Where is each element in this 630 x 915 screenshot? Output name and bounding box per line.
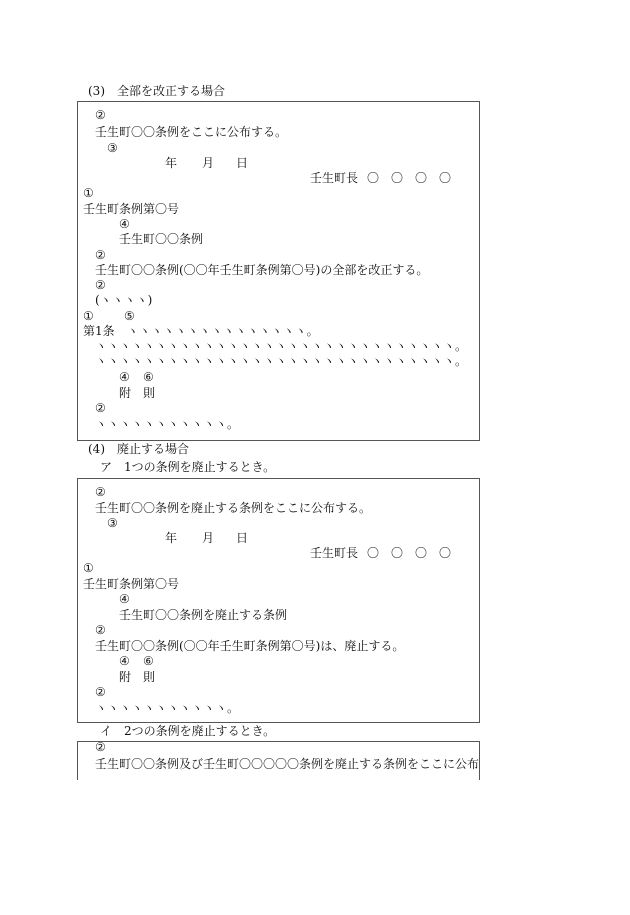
name-placeholder: 〇 bbox=[367, 171, 380, 185]
name-placeholder: 〇 bbox=[415, 546, 428, 560]
marker: ① bbox=[83, 186, 94, 200]
supplementary-text: ヽヽヽヽヽヽヽヽヽヽヽ。 bbox=[95, 701, 240, 715]
marker: ③ bbox=[107, 516, 118, 530]
supplementary-text: ヽヽヽヽヽヽヽヽヽヽヽ。 bbox=[95, 417, 240, 431]
marker: ⑥ bbox=[143, 370, 154, 384]
marker: ③ bbox=[107, 141, 118, 155]
supplementary-heading: 附 則 bbox=[119, 670, 156, 684]
name-placeholder: 〇 bbox=[367, 546, 380, 560]
article-text-line: ヽヽヽヽヽヽヽヽヽヽヽヽヽヽヽヽヽヽヽヽヽヽヽヽヽヽヽヽヽヽ。 bbox=[95, 339, 468, 353]
mayor-label: 壬生町長 bbox=[310, 171, 359, 185]
subsection-a-heading: ア 1つの条例を廃止するとき。 bbox=[100, 460, 276, 474]
promulgation-text: 壬生町〇〇条例をここに公布する。 bbox=[95, 125, 288, 139]
marker: ④ bbox=[119, 654, 130, 668]
name-placeholder: 〇 bbox=[439, 546, 452, 560]
marker: ② bbox=[95, 740, 106, 754]
name-placeholder: 〇 bbox=[391, 171, 404, 185]
page-bottom-mask bbox=[70, 780, 490, 915]
marker: ④ bbox=[119, 592, 130, 606]
marker: ② bbox=[95, 278, 106, 292]
date-day: 日 bbox=[236, 156, 249, 170]
marker: ⑥ bbox=[143, 654, 154, 668]
marker: ② bbox=[95, 401, 106, 415]
promulgation-text: 壬生町〇〇条例及び壬生町〇〇〇〇〇条例を廃止する条例をここに公布 bbox=[95, 757, 480, 771]
marker: ① bbox=[83, 309, 94, 323]
name-placeholder: 〇 bbox=[391, 546, 404, 560]
article-caption: (ヽヽヽヽ) bbox=[95, 293, 153, 307]
name-placeholder: 〇 bbox=[415, 171, 428, 185]
section-4-heading: (4) 廃止する場合 bbox=[88, 442, 189, 456]
marker: ① bbox=[83, 561, 94, 575]
marker: ② bbox=[95, 623, 106, 637]
subsection-b-heading: イ 2つの条例を廃止するとき。 bbox=[100, 724, 276, 738]
marker: ② bbox=[95, 485, 106, 499]
name-placeholder: 〇 bbox=[439, 171, 452, 185]
ordinance-number: 壬生町条例第〇号 bbox=[83, 577, 180, 591]
marker: ② bbox=[95, 685, 106, 699]
marker: ② bbox=[95, 248, 106, 262]
marker: ⑤ bbox=[124, 309, 135, 323]
mayor-label: 壬生町長 bbox=[310, 546, 359, 560]
marker: ④ bbox=[119, 217, 130, 231]
ordinance-title: 壬生町〇〇条例を廃止する条例 bbox=[119, 608, 288, 622]
marker: ④ bbox=[119, 370, 130, 384]
ordinance-number: 壬生町条例第〇号 bbox=[83, 202, 180, 216]
date-year: 年 bbox=[165, 156, 178, 170]
section-3-heading: (3) 全部を改正する場合 bbox=[88, 84, 225, 98]
article-1: 第1条 ヽヽヽヽヽヽヽヽヽヽヽヽヽヽヽ。 bbox=[83, 324, 319, 338]
article-text-line: ヽヽヽヽヽヽヽヽヽヽヽヽヽヽヽヽヽヽヽヽヽヽヽヽヽヽヽヽヽヽ。 bbox=[95, 354, 468, 368]
repeal-text: 壬生町〇〇条例(〇〇年壬生町条例第〇号)は、廃止する。 bbox=[95, 639, 405, 653]
marker: ② bbox=[95, 108, 106, 122]
date-year: 年 bbox=[165, 531, 178, 545]
ordinance-title: 壬生町〇〇条例 bbox=[119, 232, 204, 246]
supplementary-heading: 附 則 bbox=[119, 386, 156, 400]
date-day: 日 bbox=[236, 531, 249, 545]
date-month: 月 bbox=[202, 531, 215, 545]
revision-text: 壬生町〇〇条例(〇〇年壬生町条例第〇号)の全部を改正する。 bbox=[95, 263, 429, 277]
date-month: 月 bbox=[202, 156, 215, 170]
promulgation-text: 壬生町〇〇条例を廃止する条例をここに公布する。 bbox=[95, 501, 372, 515]
